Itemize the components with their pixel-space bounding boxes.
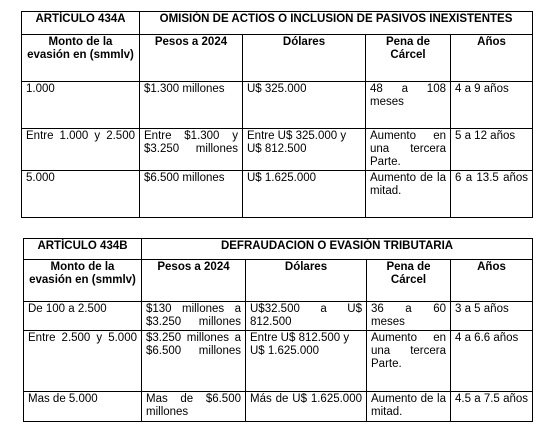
- cell-monto: Mas de 5.000: [24, 392, 142, 422]
- cell-pena: Aumento en una tercera Parte.: [366, 129, 451, 171]
- cell-pena: Aumento de la mitad.: [366, 171, 451, 218]
- col-header-anos: Años: [451, 260, 533, 302]
- cell-dolares: U$ 325.000: [243, 82, 366, 129]
- cell-pesos: $130 millones a $3.250 millones: [142, 302, 246, 331]
- col-header-anos: Años: [451, 35, 533, 82]
- cell-anos: 6 a 13.5 años: [451, 171, 533, 218]
- col-header-pesos: Pesos a 2024: [142, 260, 246, 302]
- cell-anos: 4.5 a 7.5 años: [451, 392, 533, 422]
- cell-dolares: Entre U$ 325.000 y U$ 812.500: [243, 129, 366, 171]
- cell-anos: 3 a 5 años: [451, 302, 533, 331]
- col-header-pesos: Pesos a 2024: [140, 35, 243, 82]
- cell-monto: De 100 a 2.500: [24, 302, 142, 331]
- table-title-row: [24, 239, 533, 260]
- table-row: [24, 331, 533, 392]
- table-row: [22, 129, 533, 171]
- table-434b: [23, 238, 533, 422]
- table-row: [22, 82, 533, 129]
- table-row: [22, 171, 533, 218]
- col-header-pena: Pena de Cárcel: [366, 35, 451, 82]
- cell-dolares: Más de U$ 1.625.000: [246, 392, 367, 422]
- article-label: ARTÍCULO 434A: [22, 12, 140, 35]
- cell-dolares: U$32.500 a U$ 812.500: [246, 302, 367, 331]
- cell-pena: 36 a 60 meses: [367, 302, 451, 331]
- table-title: DEFRAUDACION O EVASIÓN TRIBUTARIA: [142, 239, 533, 260]
- table-title-row: [22, 12, 533, 35]
- col-header-dolares: Dólares: [246, 260, 367, 302]
- cell-pesos: Mas de $6.500 millones: [142, 392, 246, 422]
- table-title: OMISIÓN DE ACTIOS O INCLUSION DE PASIVOS INEXISTENTES: [140, 12, 533, 35]
- cell-dolares: Entre U$ 812.500 y U$ 1.625.000: [246, 331, 367, 392]
- cell-pena: Aumento de la mitad.: [367, 392, 451, 422]
- table-row: [24, 302, 533, 331]
- cell-pesos: Entre $1.300 y $3.250 millones: [140, 129, 243, 171]
- cell-anos: 4 a 9 años: [451, 82, 533, 129]
- article-label: ARTÍCULO 434B: [24, 239, 142, 260]
- cell-anos: 4 a 6.6 años: [451, 331, 533, 392]
- col-header-monto: Monto de la evasión en (smmlv): [22, 35, 140, 82]
- cell-monto: 1.000: [22, 82, 140, 129]
- table-row: [24, 392, 533, 422]
- cell-pesos: $3.250 millones a $6.500 millones: [142, 331, 246, 392]
- col-header-pena: Pena de Cárcel: [367, 260, 451, 302]
- cell-pena: Aumento en una tercera Parte.: [367, 331, 451, 392]
- header-row: [24, 260, 533, 302]
- cell-pesos: $1.300 millones: [140, 82, 243, 129]
- col-header-monto: Monto de la evasión en (smmlv): [24, 260, 142, 302]
- cell-monto: Entre 1.000 y 2.500: [22, 129, 140, 171]
- cell-monto: 5.000: [22, 171, 140, 218]
- cell-anos: 5 a 12 años: [451, 129, 533, 171]
- table-434a: [21, 11, 533, 218]
- cell-pesos: $6.500 millones: [140, 171, 243, 218]
- cell-dolares: U$ 1.625.000: [243, 171, 366, 218]
- cell-monto: Entre 2.500 y 5.000: [24, 331, 142, 392]
- header-row: [22, 35, 533, 82]
- cell-pena: 48 a 108 meses: [366, 82, 451, 129]
- col-header-dolares: Dólares: [243, 35, 366, 82]
